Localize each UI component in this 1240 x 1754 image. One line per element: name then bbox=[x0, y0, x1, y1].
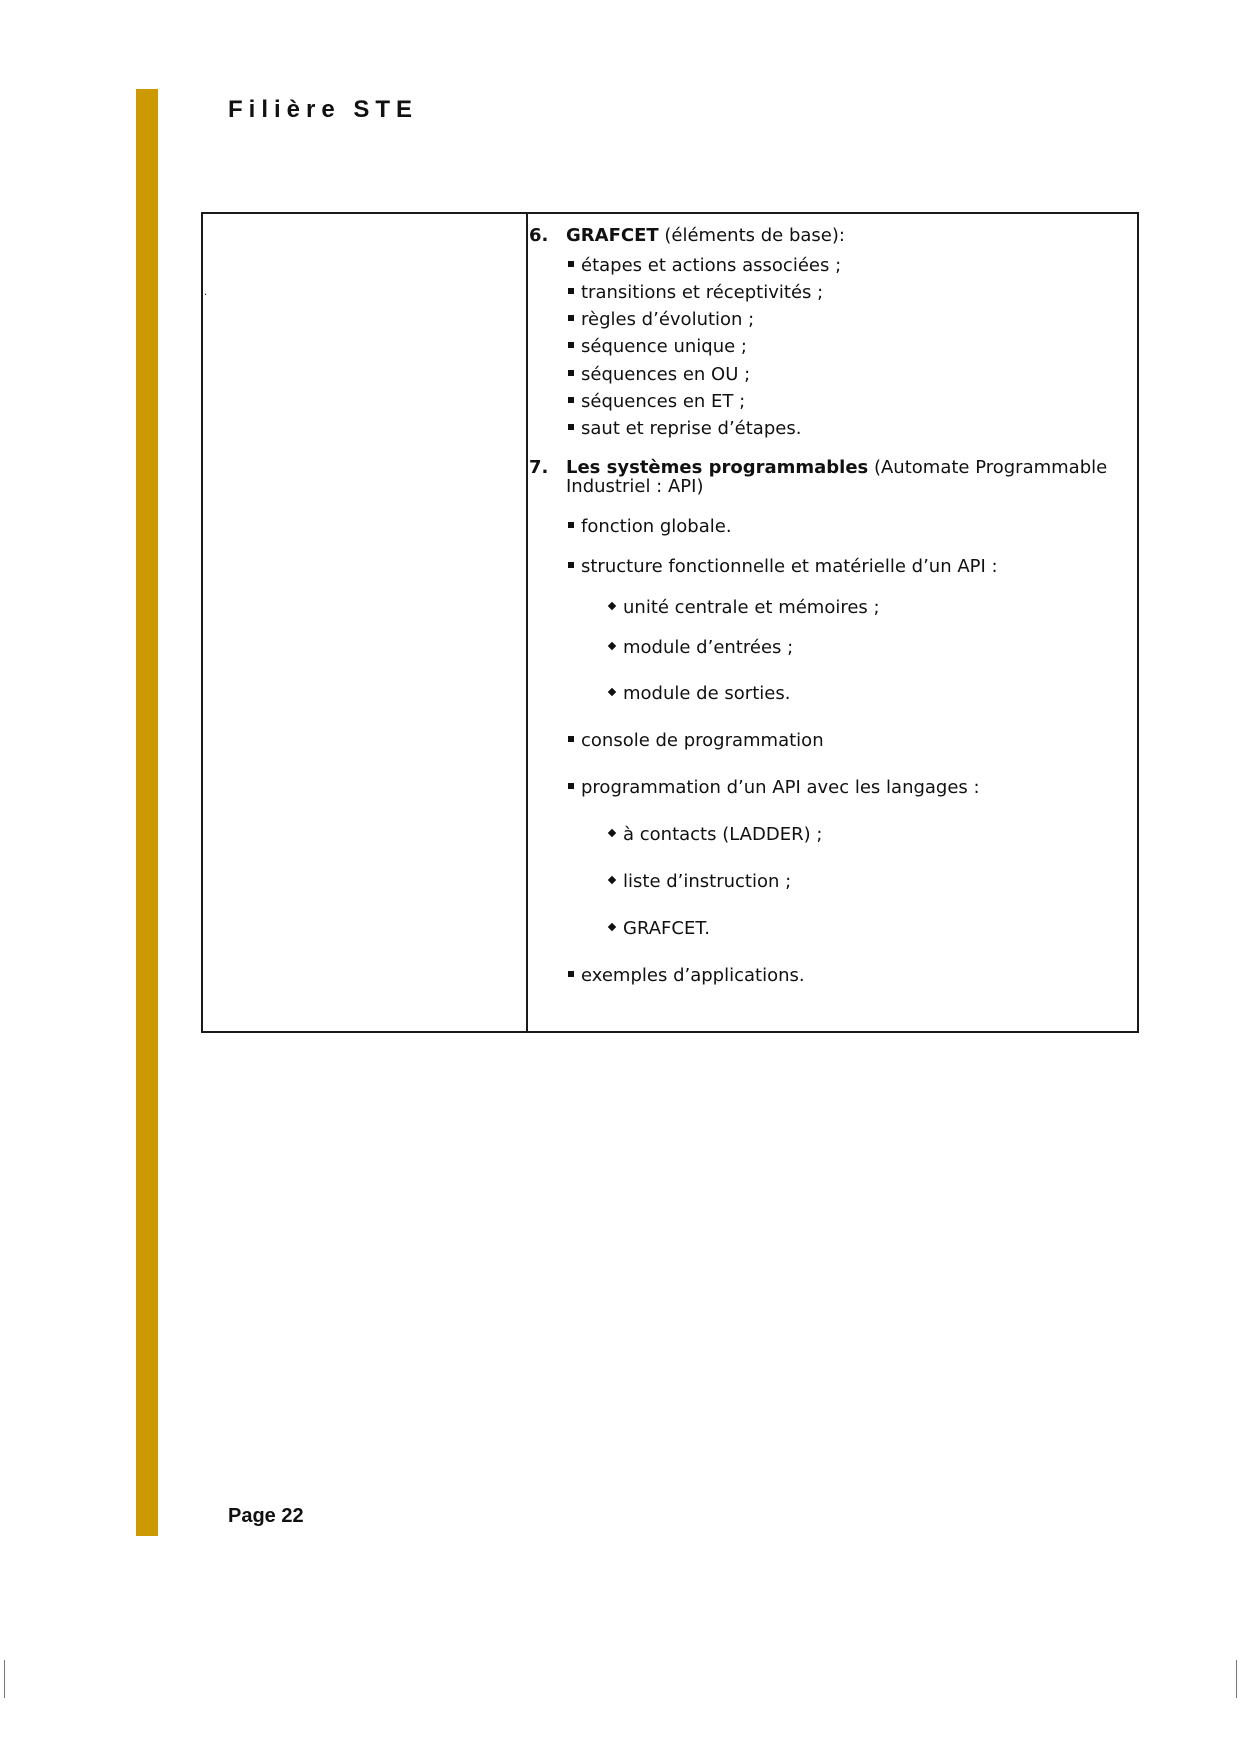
list-item: séquences en ET ; bbox=[568, 391, 745, 412]
list-item: séquence unique ; bbox=[568, 336, 747, 357]
square-bullet-icon bbox=[568, 424, 574, 430]
right-column bbox=[528, 214, 1137, 1031]
list-item-structure: structure fonctionnelle et matérielle d’un API : bbox=[568, 556, 998, 577]
square-bullet-icon bbox=[568, 562, 574, 568]
sub-list-item: GRAFCET. bbox=[608, 918, 710, 939]
content-table bbox=[201, 212, 1139, 1033]
sub-list-item: module d’entrées ; bbox=[608, 637, 793, 658]
section-7-title-bold: Les systèmes programmables bbox=[566, 457, 869, 478]
diamond-bullet-icon bbox=[608, 923, 616, 931]
list-item-examples: exemples d’applications. bbox=[568, 965, 805, 986]
square-bullet-icon bbox=[568, 288, 574, 294]
diamond-bullet-icon bbox=[608, 642, 616, 650]
crop-mark-right bbox=[1236, 1660, 1237, 1698]
sub-list-item: unité centrale et mémoires ; bbox=[608, 597, 880, 618]
diamond-bullet-icon bbox=[608, 688, 616, 696]
crop-mark-left bbox=[4, 1660, 5, 1698]
list-item: règles d’évolution ; bbox=[568, 309, 754, 330]
square-bullet-icon bbox=[568, 261, 574, 267]
square-bullet-icon bbox=[568, 783, 574, 789]
side-accent-bar bbox=[136, 89, 158, 1536]
list-item: saut et reprise d’étapes. bbox=[568, 418, 801, 439]
list-item-programming: programmation d’un API avec les langages : bbox=[568, 777, 980, 798]
square-bullet-icon bbox=[568, 370, 574, 376]
square-bullet-icon bbox=[568, 736, 574, 742]
sub-list-item: module de sorties. bbox=[608, 683, 790, 704]
list-item: transitions et réceptivités ; bbox=[568, 282, 823, 303]
diamond-bullet-icon bbox=[608, 829, 616, 837]
page-number: Page 22 bbox=[228, 1505, 304, 1527]
list-item: séquences en OU ; bbox=[568, 364, 750, 385]
list-item-console: console de programmation bbox=[568, 730, 824, 751]
section-6-title-bold: GRAFCET bbox=[566, 225, 659, 246]
sub-list-item: liste d’instruction ; bbox=[608, 871, 791, 892]
section-7-number: 7. bbox=[529, 457, 549, 478]
square-bullet-icon bbox=[568, 342, 574, 348]
header-title: Filière STE bbox=[228, 96, 419, 123]
section-7-title-rest: (Automate Programmable bbox=[868, 457, 1108, 478]
list-item-function: fonction globale. bbox=[568, 516, 732, 537]
diamond-bullet-icon bbox=[608, 602, 616, 610]
sub-list-item: à contacts (LADDER) ; bbox=[608, 824, 822, 845]
square-bullet-icon bbox=[568, 315, 574, 321]
list-item: étapes et actions associées ; bbox=[568, 255, 841, 276]
section-6-number: 6. bbox=[529, 225, 549, 246]
diamond-bullet-icon bbox=[608, 876, 616, 884]
section-7-title-line2: Industriel : API) bbox=[566, 476, 704, 497]
square-bullet-icon bbox=[568, 971, 574, 977]
square-bullet-icon bbox=[568, 397, 574, 403]
section-6-title-rest: (éléments de base): bbox=[658, 225, 845, 246]
section-6-title bbox=[566, 225, 845, 246]
section-7-title bbox=[566, 457, 1107, 478]
left-column-marker: . bbox=[204, 287, 208, 298]
square-bullet-icon bbox=[568, 522, 574, 528]
